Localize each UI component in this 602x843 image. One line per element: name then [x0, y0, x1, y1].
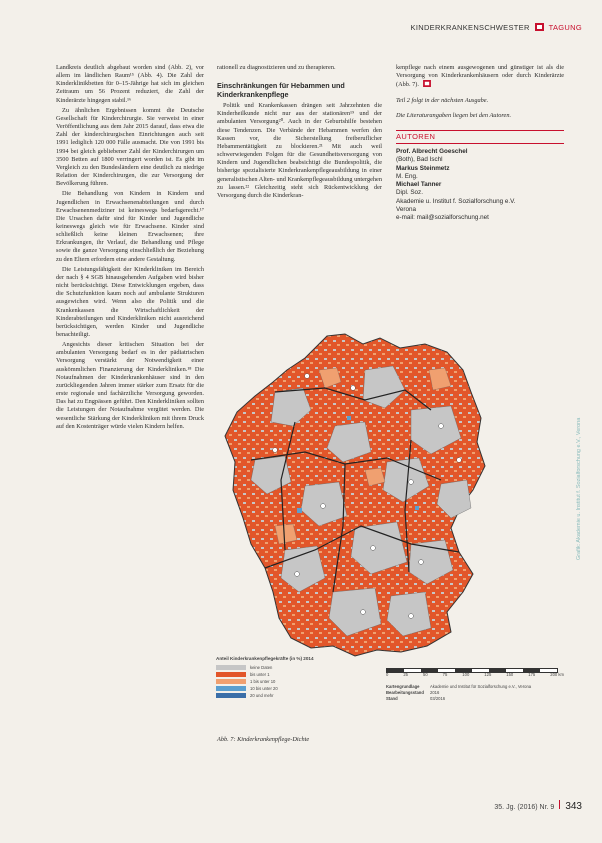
map-legend [216, 656, 564, 726]
city-marker [351, 386, 356, 391]
germany-map [215, 330, 505, 660]
scale-bar [386, 668, 564, 678]
region-blue [347, 416, 351, 420]
city-marker [419, 560, 424, 565]
germany-map-svg [215, 330, 505, 660]
figure-caption: Abb. 7: Kinderkrankenpflege-Dichte [217, 736, 310, 743]
page-number: 343 [565, 801, 582, 812]
legend-item: 10 bis unter 20 [216, 685, 278, 692]
legend-swatch [216, 693, 246, 698]
legend-swatch [216, 665, 246, 670]
paragraph: Die Leistungsfähigkeit der Kinderkliniken im Bereich der nach § 4 SGB hinausgehenden Aufgaben wird bisher nicht berücksichtigt. Diese Entwicklungen ergeben, dass die Schutzfunktion kaum noch auf ambulante Strukturen ausgewichen wird. Wenn also die Politik und die Krankenkassen die Wirtschaftlichkeit der Kinderabteilungen und Kinderkliniken nicht ausreichend berücksichtigen, werden Kinder und Jugendliche benachteiligt. [56, 265, 204, 338]
author-name: Michael Tanner [396, 181, 442, 189]
paragraph: rationell zu diagnostizieren und zu therapieren. [217, 64, 336, 71]
text-column-3 [396, 64, 564, 223]
legend-swatch [216, 679, 246, 684]
city-marker [321, 504, 326, 509]
city-marker [371, 546, 376, 551]
meta-row: Bearbeitungsstand 2016 [386, 690, 440, 695]
city-marker [305, 374, 310, 379]
map-metadata [386, 684, 564, 702]
city-marker [457, 458, 462, 463]
author-line: Verona [396, 206, 416, 214]
authors-block [396, 148, 564, 223]
author-name: Markus Steinmetz [396, 164, 450, 172]
scale-ticks: 0 25 50 75 100 125 150 175 200 km [386, 672, 564, 677]
text-column-2 [217, 64, 382, 202]
legend-item: 20 und mehr [216, 692, 278, 699]
paragraph: Politik und Krankenkassen drängen seit Jahrzehnten die Kinderheilkunde nicht nur aus der stationären¹⁹ und der ambulanten Versorgung²⁰. Auch in der Geburtshilfe bestehen diese Tendenzen. Die Verbände der Hebammen werfen den Kassen vor, die Sicherstellung freiberuflicher Hebammentätigkeit zu blockieren.²¹ Mit auch weil schwerwiegenden Folgen für die Gesundheitsversorgung von Kindern und Jugendlichen beabsichtigt die Bundespolitik, die bisherige spezialisierte Kinderkrankenpflegeausbildung in einer generalistischen Alten- und Krankenpflegeausbildung untergehen zu lassen.²² Gleichzeitig steht sich Rückentwicklung der Versorgung durch die Kinderkran- [217, 102, 382, 199]
city-marker [409, 480, 414, 485]
legend-swatch [216, 672, 246, 677]
side-credit: Grafik: Akademie u. Institut f. Sozialforschung e.V., Verona [576, 417, 582, 560]
paragraph: Zu ähnlichen Ergebnissen kommt die Deutsche Gesellschaft für Kinderchirurgie. Sie verweist in einer Veröffentlichung aus dem Jahr 2015 darauf, dass etwa die Zahl der kinderchirurgischen Einrichtungen auch seit 1991 lediglich 120 000 Fälle ausmacht. Die von 1991 bis 1994 bei gleich gebliebener Zahl der Kinderchirurgen um 3500 Betten auf 1800 verringert worden ist. Es gibt im Vergleich zu den Bundesländern eine deutlich zu niedrige Relation der Kinderchirurgen, die zur Versorgung der Bevölkerung führen. [56, 106, 204, 188]
author-line: M. Eng. [396, 172, 418, 180]
authors-heading: AUTOREN [396, 130, 564, 144]
paragraph: Angesichts dieser kritischen Situation bei der ambulanten Versorgung bedarf es in der pädiatrischen Versorgung verstärkt der Notwendigkeit einer auskömmlichen Finanzierung der Kinderkliniken.¹⁸ Die Notaufnahmen der Kinderkrankenhäuser sind in den zurückliegenden Jahren immer stärker zum Ersatz für die erste regionale und fachärztliche Versorgung geworden. Das hat zu Engpässen geführt. Den Kinderkliniken sollten die Leistungen der Notaufnahme vergütet werden. Die wesentliche Stärkung der Kinderkliniken mit ihrem Druck auf den Kostenträger würde vielen Kindern helfen. [56, 341, 204, 430]
author-name: Prof. Albrecht Goeschel [396, 147, 468, 155]
author-line: Akademie u. Institut f. Sozialforschung e.V. [396, 197, 516, 205]
paragraph: Die Behandlung von Kindern in Kindern und Jugendlichen in Erwachsenenabteilungen und durch Erwachsenenmediziner ist keineswegs bedarfsgerecht.¹⁷ Die Ursachen dafür sind für Kinder und Jugendliche keineswegs gleich wie für Erwachsene. Kinder sind schließlich keine kleinen Erwachsenen; ihre Erkrankungen, ihr Verlauf, die Behandlung und Pflege sowie die ganze Versorgung einschließlich der Beziehung zu den Eltern erfordern eine andere Gestaltung. [56, 190, 204, 263]
text-column-1 [56, 64, 204, 433]
flag-icon [535, 23, 544, 31]
footer-divider [559, 800, 560, 809]
meta-row: Kartengrundlage Akademie und Institut für Sozialforschung e.V., Verona [386, 684, 532, 689]
meta-row: Stand 03/2016 [386, 696, 446, 701]
literature-note: Die Literaturangaben liegen bei den Autoren. [396, 111, 512, 119]
continued-note: Teil 2 folgt in der nächsten Ausgabe. [396, 97, 489, 105]
legend-item: bis unter 1 [216, 671, 278, 678]
city-marker [409, 614, 414, 619]
author-line: Dipl. Soz. [396, 189, 423, 197]
city-marker [295, 572, 300, 577]
author-line: (Both), Bad Ischl [396, 156, 443, 164]
city-marker [439, 424, 444, 429]
region-blue [415, 506, 419, 510]
legend-swatch [216, 686, 246, 691]
city-marker [273, 448, 278, 453]
page-footer [494, 800, 582, 812]
author-email[interactable]: e-mail: mail@sozialforschung.net [396, 214, 489, 222]
legend-title: Anteil Kinderkrankenpflegekräfte (in %) 2014 [216, 656, 314, 661]
issue-info: 35. Jg. (2016) Nr. 9 [494, 804, 555, 811]
journal-name: KINDERKRANKENSCHWESTER [410, 22, 530, 32]
flag-icon [423, 80, 431, 87]
running-header [411, 20, 582, 34]
city-marker [361, 610, 366, 615]
legend-items [216, 664, 278, 699]
subheading: Einschränkungen für Hebammen und Kinderkrankenpflege [217, 81, 345, 100]
region-blue [297, 508, 302, 513]
legend-item: keine Daten [216, 664, 278, 671]
section-name: TAGUNG [548, 22, 582, 32]
paragraph: Landkreis deutlich abgebaut worden sind (Abb. 2), vor allem im ländlichen Raum¹⁵ (Abb. 4). Die Zahl der Kinderklinikbetten für 0–15-Jährige hat sich im gleichen Zeitraum um 56 Prozent reduziert, die Zahl der Kinderärzte hingegen stabil.¹⁶ [56, 64, 204, 104]
legend-item: 1 bis unter 10 [216, 678, 278, 685]
paragraph: kenpflege nach einem ausgewogenen und günstiger ist als die Versorgung von Kinderkrankenhäusern oder durch Kinderärzte (Abb. 7). [396, 64, 564, 89]
